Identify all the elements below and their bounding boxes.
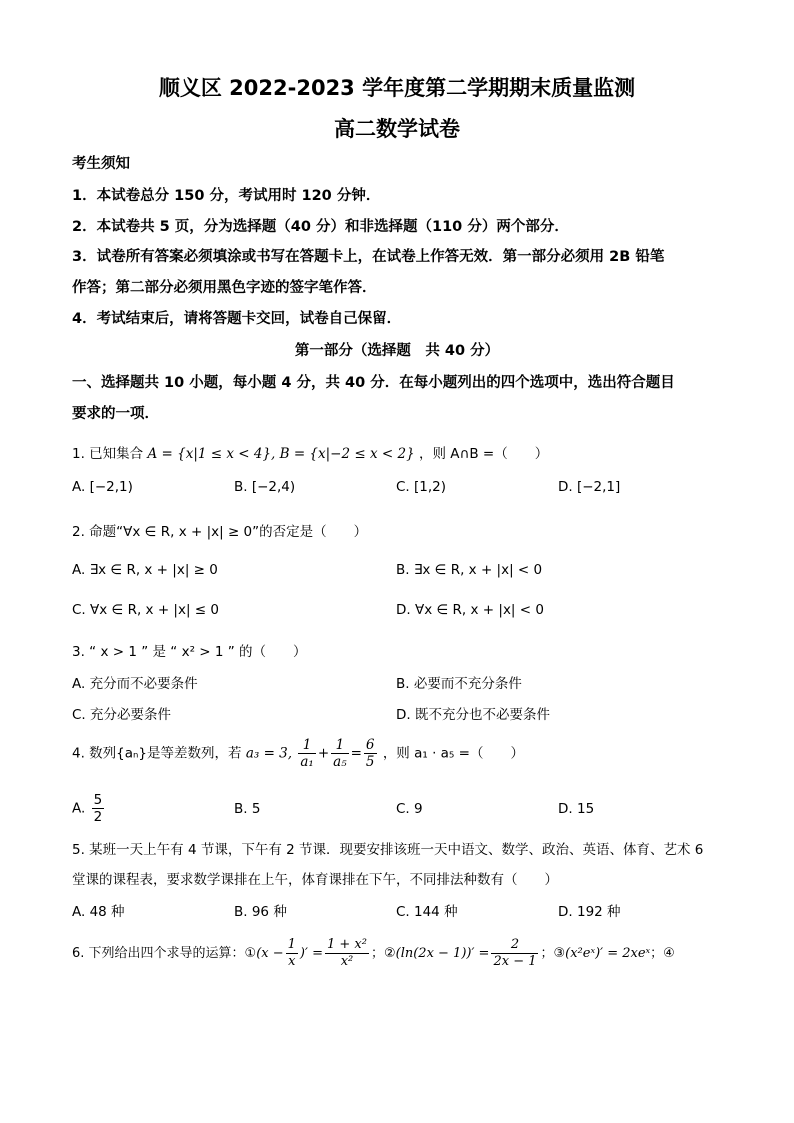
q6-part1-frac-den: x [288,954,296,969]
q6-part2-result [491,937,538,970]
q6-part3: (x²eˣ)′ = 2xeˣ [565,946,651,961]
q1-math: A = {x|1 ≤ x < 4}, B = {x|−2 ≤ x < 2} [147,446,415,462]
q2-option-d: D. ∀x ∈ R, x + |x| < 0 [396,602,544,618]
q4-frac-2-num: 1 [331,737,348,754]
q6-part1-right: )′ = [299,946,323,961]
q5-option-b: B. 96 种 [234,904,287,920]
q3-option-a: A. 充分而不必要条件 [72,676,198,692]
question-5-line-1: 5. 某班一天上午有 4 节课，下午有 2 节课．现要安排该班一天中语文、数学、政治、英语、体育、艺术 6 [72,842,704,858]
q4-frac-3 [364,737,377,770]
q4-option-d: D. 15 [558,801,595,817]
q4-frac-1-den: a₁ [300,754,314,770]
q6-part1-result-num: 1 + x² [326,937,367,952]
question-2: 2. 命题“∀x ∈ R, x + |x| ≥ 0”的否定是（ ） [72,524,368,540]
q6-sep-2: ；③ [540,946,566,961]
q4-frac-2 [331,737,348,770]
q6-sep-3: ；④ [650,946,675,961]
q4-suffix: ，则 a₁ · a₅ =（ ） [382,745,524,762]
q2-option-b: B. ∃x ∈ R, x + |x| < 0 [396,562,543,578]
exam-subtitle: 高二数学试卷 [334,117,460,141]
q4-option-a-den: 2 [93,809,103,825]
q4-plus: + [317,745,330,762]
q4-eq: = [350,745,362,762]
q3-option-d: D. 既不充分也不必要条件 [396,707,550,723]
q1-prefix: 1. 已知集合 [72,446,144,462]
exam-title: 顺义区 2022-2023 学年度第二学期期末质量监测 [158,76,636,100]
q6-part2-result-den: 2x − 1 [493,954,537,969]
q2-option-c: C. ∀x ∈ R, x + |x| ≤ 0 [72,602,219,618]
question-4 [72,737,524,770]
part1-heading: 第一部分（选择题 共 40 分） [294,343,500,359]
question-6 [72,937,675,970]
q6-prefix: 6. 下列给出四个求导的运算：① [72,946,257,961]
q4-frac-3-num: 6 [365,737,375,753]
question-1 [72,442,548,462]
q6-part2-left: (ln(2x − 1))′ = [395,946,490,961]
notice-item-2: 2．本试卷共 5 页，分为选择题（40 分）和非选择题（110 分）两个部分． [72,219,569,235]
q4-option-a-num: 5 [93,792,103,808]
q4-option-a [72,792,106,825]
q6-part2-result-num: 2 [491,937,538,954]
q6-part1-frac-num: 1 [287,937,296,952]
notice-heading: 考生须知 [72,156,130,172]
notice-item-3-cont: 作答；第二部分必须用黑色字迹的签字笔作答． [72,280,377,296]
q4-a3: a₃ = 3, [245,745,293,762]
q4-frac-1 [298,737,315,770]
part1-instruction-1: 一、选择题共 10 小题，每小题 4 分，共 40 分．在每小题列出的四个选项中，选出符合题目 [72,375,675,391]
q3-option-b: B. 必要而不充分条件 [396,676,522,692]
question-5-line-2: 堂课的课程表，要求数学课排在上午，体育课排在下午，不同排法种数有（ ） [72,872,558,888]
q4-frac-3-den: 5 [365,754,375,770]
q1-suffix: ，则 A∩B =（ ） [418,446,549,462]
q4-option-a-frac [92,792,105,825]
q4-frac-2-den: a₅ [333,754,347,770]
q5-option-a: A. 48 种 [72,904,125,920]
q1-option-b: B. [−2,4) [234,479,296,495]
q6-part1-result-den: x² [340,954,354,969]
q4-option-a-label: A. [72,800,86,817]
q4-option-c: C. 9 [396,801,423,817]
q5-option-c: C. 144 种 [396,904,458,920]
q5-option-d: D. 192 种 [558,904,621,920]
notice-item-3: 3．试卷所有答案必须填涂或书写在答题卡上，在试卷上作答无效．第一部分必须用 2B 铅笔 [72,249,665,265]
q4-frac-1-num: 1 [298,737,315,754]
q6-part1-left: (x − [256,946,284,961]
q6-part1-frac [286,937,298,970]
question-3: 3. “ x > 1 ” 是 “ x² > 1 ” 的（ ） [72,644,307,660]
notice-item-1: 1．本试卷总分 150 分，考试用时 120 分钟． [72,188,381,204]
q6-part1-result [325,937,369,970]
q1-option-d: D. [−2,1] [558,479,621,495]
q6-sep-1: ；② [370,946,396,961]
q3-option-c: C. 充分必要条件 [72,707,172,723]
part1-instruction-2: 要求的一项． [72,406,159,422]
q2-option-a: A. ∃x ∈ R, x + |x| ≥ 0 [72,562,218,578]
q4-prefix: 4. 数列{aₙ}是等差数列，若 [72,745,242,762]
q4-option-b: B. 5 [234,801,261,817]
q1-option-c: C. [1,2) [396,479,447,495]
q1-option-a: A. [−2,1) [72,479,133,495]
notice-item-4: 4．考试结束后，请将答题卡交回，试卷自己保留． [72,311,402,327]
